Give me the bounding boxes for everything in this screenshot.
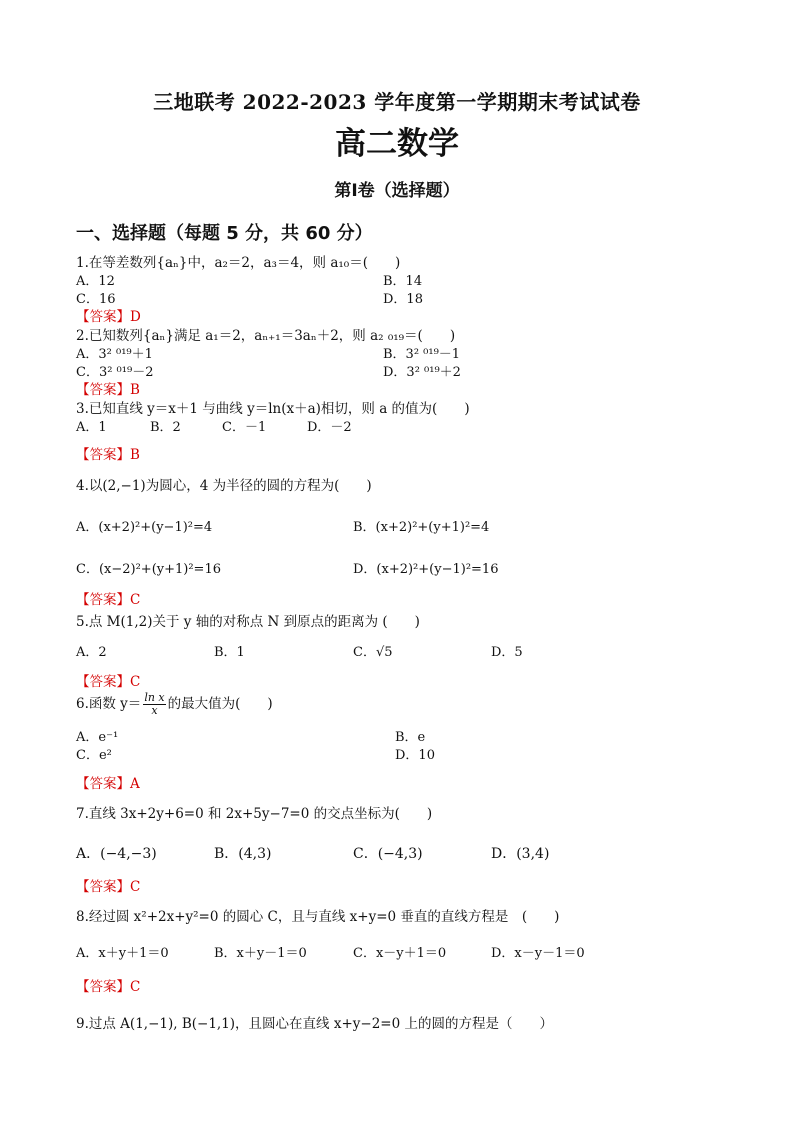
option-b: B．2 [150, 420, 181, 435]
option-a: A．x＋y＋1＝0 [76, 946, 169, 961]
stem-prefix: 6.函数 y＝ [76, 696, 142, 712]
option-a: A．2 [76, 645, 107, 660]
answer-label: 【答案】A [76, 776, 140, 792]
option-b: B．3² ⁰¹⁹－1 [383, 347, 461, 362]
numerator: ln x [144, 691, 165, 704]
option-a: A．e⁻¹ [76, 730, 119, 745]
fraction [143, 692, 165, 717]
option-a: A．12 [76, 274, 115, 289]
option-c: C．16 [76, 292, 116, 307]
option-c: C．(−4,3) [353, 846, 423, 862]
exam-title: 三地联考 2022-2023 学年度第一学期期末考试试卷 [153, 90, 641, 114]
section-title: 一、选择题（每题 5 分，共 60 分） [76, 223, 373, 244]
question-stem [76, 692, 273, 717]
option-c: C．(x−2)²+(y+1)²=16 [76, 562, 221, 577]
question-stem: 7.直线 3x+2y+6=0 和 2x+5y−7=0 的交点坐标为( ) [76, 806, 433, 822]
option-a: A．1 [76, 420, 107, 435]
option-a: A．(x+2)²+(y−1)²=4 [76, 520, 213, 535]
denominator: x [151, 704, 158, 717]
option-b: B．(4,3) [214, 846, 272, 862]
option-d: D．x－y－1＝0 [491, 946, 585, 961]
option-c: C．3² ⁰¹⁹－2 [76, 365, 154, 380]
question-stem: 3.已知直线 y＝x＋1 与曲线 y＝ln(x＋a)相切，则 a 的值为( ) [76, 401, 470, 417]
question-stem: 8.经过圆 x²+2x+y²=0 的圆心 C，且与直线 x+y=0 垂直的直线方程是 ( ) [76, 909, 560, 925]
option-b: B．1 [214, 645, 245, 660]
option-d: D．(x+2)²+(y−1)²=16 [353, 562, 499, 577]
option-b: B．x＋y－1＝0 [214, 946, 307, 961]
answer-label: 【答案】C [76, 674, 141, 690]
question-stem: 2.已知数列{aₙ}满足 a₁＝2，aₙ₊₁＝3aₙ＋2，则 a₂ ₀₁₉＝( ) [76, 328, 456, 344]
option-b: B．14 [383, 274, 423, 289]
option-a: A．3² ⁰¹⁹＋1 [76, 347, 153, 362]
option-d: D．5 [491, 645, 523, 660]
question-stem: 5.点 M(1,2)关于 y 轴的对称点 N 到原点的距离为 ( ) [76, 614, 420, 630]
option-a: A．(−4,−3) [76, 846, 157, 862]
option-d: D．－2 [307, 420, 352, 435]
option-d: D．3² ⁰¹⁹＋2 [383, 365, 461, 380]
option-d: D．(3,4) [491, 846, 550, 862]
answer-label: 【答案】C [76, 879, 141, 895]
answer-label: 【答案】B [76, 447, 140, 463]
question-stem: 4.以(2,−1)为圆心，4 为半径的圆的方程为( ) [76, 478, 372, 494]
answer-label: 【答案】D [76, 309, 141, 325]
answer-label: 【答案】C [76, 979, 141, 995]
stem-suffix: 的最大值为( ) [167, 696, 273, 712]
option-c: C．e² [76, 748, 112, 763]
option-b: B．e [395, 730, 426, 745]
option-c: C．－1 [222, 420, 267, 435]
part-title: 第Ⅰ卷（选择题） [334, 181, 460, 201]
option-c: C．x－y＋1＝0 [353, 946, 447, 961]
option-c: C．√5 [353, 645, 393, 660]
option-b: B．(x+2)²+(y+1)²=4 [353, 520, 490, 535]
answer-label: 【答案】B [76, 382, 140, 398]
option-d: D．18 [383, 292, 423, 307]
subject-title: 高二数学 [335, 126, 459, 162]
answer-label: 【答案】C [76, 592, 141, 608]
question-stem: 1.在等差数列{aₙ}中，a₂＝2，a₃＝4，则 a₁₀＝( ) [76, 255, 401, 271]
question-stem: 9.过点 A(1,−1), B(−1,1)，且圆心在直线 x+y−2=0 上的圆的方程是（ ） [76, 1016, 553, 1032]
option-d: D．10 [395, 748, 435, 763]
